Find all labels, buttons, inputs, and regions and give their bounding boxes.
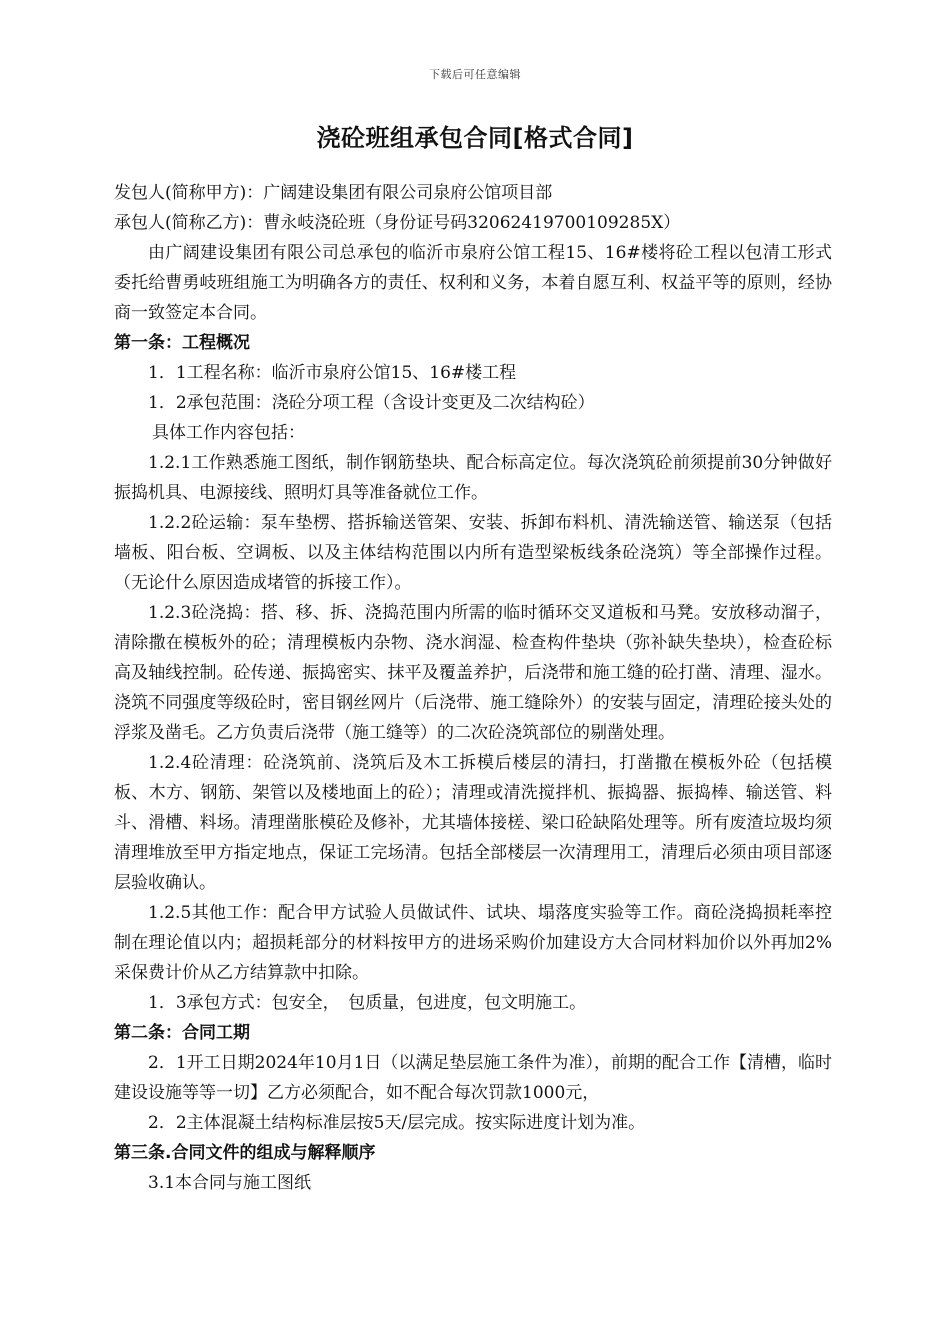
- clause-3-1: 3.1本合同与施工图纸: [148, 1173, 312, 1193]
- contract-body: [114, 178, 832, 1198]
- intro-paragraph: 由广阔建设集团有限公司总承包的临沂市泉府公馆工程15、16#楼将砼工程以包清工形式委托给曹勇岐班组施工为明确各方的责任、权利和义务，本着自愿互利、权益平等的原则，经协商一致签定本合同。: [114, 243, 832, 323]
- page-title: 浇砼班组承包合同[格式合同]: [316, 124, 634, 152]
- party-a-line: 发包人(简称甲方)：广阔建设集团有限公司泉府公馆项目部: [114, 183, 553, 203]
- work-content-intro: 具体工作内容包括：: [152, 423, 305, 443]
- clause-2-2: 2．2主体混凝土结构标准层按5天/层完成。按实际进度计划为准。: [148, 1113, 646, 1133]
- header-note: 下载后可任意编辑: [429, 68, 521, 81]
- clause-1-2-1: 1.2.1工作熟悉施工图纸，制作钢筋垫块、配合标高定位。每次浇筑砼前须提前30分钟做好振捣机具、电源接线、照明灯具等准备就位工作。: [114, 453, 832, 503]
- article-3-heading: 第三条.合同文件的组成与解释顺序: [114, 1143, 376, 1163]
- clause-1-3: 1．3承包方式：包安全， 包质量，包进度，包文明施工。: [148, 993, 587, 1013]
- party-b-line: 承包人(简称乙方)：曹永岐浇砼班（身份证号码32062419700109285X）: [114, 213, 681, 233]
- clause-1-2-3: 1.2.3砼浇捣：搭、移、拆、浇捣范围内所需的临时循环交叉道板和马凳。安放移动溜子，清除撒在模板外的砼；清理模板内杂物、浇水润湿、检查构件垫块（弥补缺失垫块），检查砼标高及轴线控制。砼传递、振捣密实、抹平及覆盖养护，后浇带和施工缝的砼打凿、清理、湿水。浇筑不同强度等级砼时，密目钢丝网片（后浇带、施工缝除外）的安装与固定，清理砼接头处的浮浆及凿毛。乙方负责后浇带（施工缝等）的二次砼浇筑部位的剔凿处理。: [114, 603, 832, 743]
- clause-1-2-4: 1.2.4砼清理：砼浇筑前、浇筑后及木工拆模后楼层的清扫，打凿撒在模板外砼（包括模板、木方、钢筋、架管以及楼地面上的砼）；清理或清洗搅拌机、振捣器、振捣棒、输送管、料斗、滑槽、料场。清理凿胀模砼及修补，尤其墙体接槎、梁口砼缺陷处理等。所有废渣垃圾均须清理堆放至甲方指定地点，保证工完场清。包括全部楼层一次清理用工，清理后必须由项目部逐层验收确认。: [114, 753, 832, 893]
- clause-1-2-2: 1.2.2砼运输：泵车垫楞、搭拆输送管架、安装、拆卸布料机、清洗输送管、输送泵（包括墙板、阳台板、空调板、以及主体结构范围以内所有造型梁板线条砼浇筑）等全部操作过程。（无论什么原因造成堵管的拆接工作）。: [114, 513, 832, 593]
- article-2-heading: 第二条：合同工期: [114, 1023, 250, 1043]
- clause-2-1: 2．1开工日期2024年10月1日（以满足垫层施工条件为准），前期的配合工作【清槽，临时建设设施等等一切】乙方必须配合，如不配合每次罚款1000元，: [114, 1053, 832, 1103]
- clause-1-2-5: 1.2.5其他工作：配合甲方试验人员做试件、试块、塌落度实验等工作。商砼浇捣损耗率控制在理论值以内；超损耗部分的材料按甲方的进场采购价加建设方大合同材料加价以外再加2%采保费计价从乙方结算款中扣除。: [114, 903, 832, 983]
- clause-1-2: 1．2承包范围：浇砼分项工程（含设计变更及二次结构砼）: [148, 393, 595, 413]
- article-1-heading: 第一条：工程概况: [114, 333, 250, 353]
- clause-1-1: 1．1工程名称：临沂市泉府公馆15、16#楼工程: [148, 363, 517, 383]
